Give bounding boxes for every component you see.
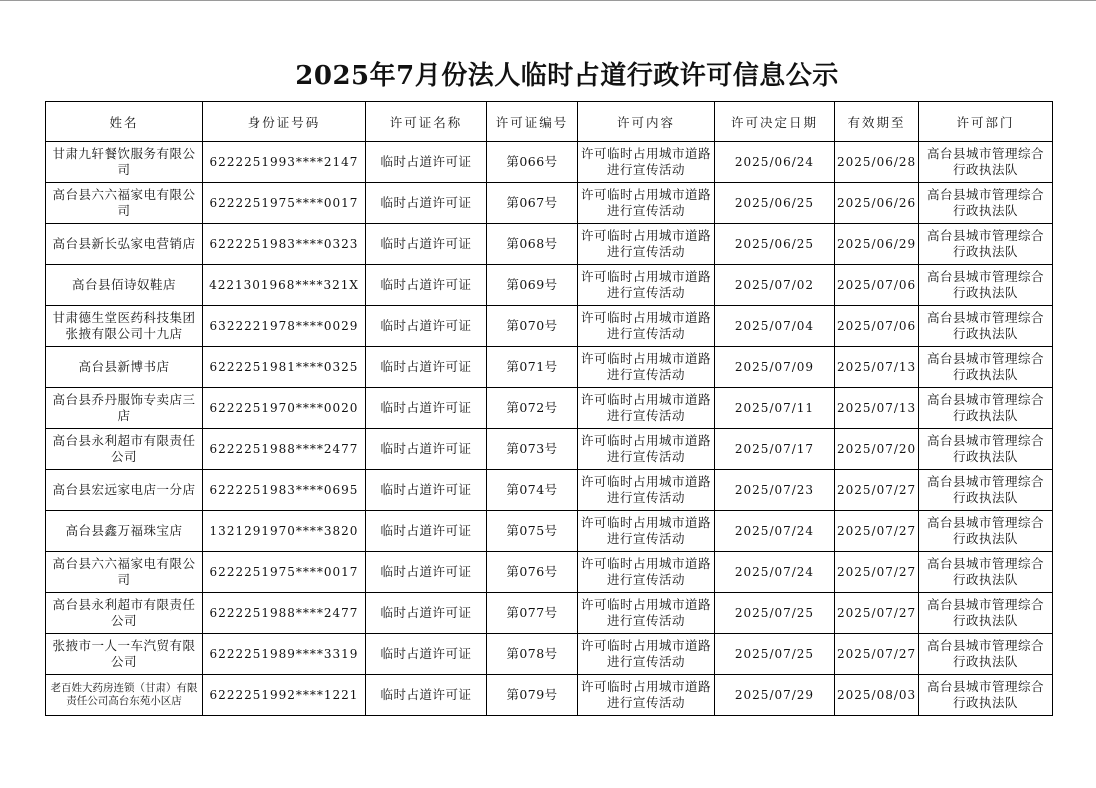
- cell-license-number: 第071号: [487, 347, 578, 388]
- cell-department: 高台县城市管理综合行政执法队: [919, 224, 1053, 265]
- cell-permit-content: 许可临时占用城市道路进行宣传活动: [578, 470, 715, 511]
- cell-decision-date: 2025/07/24: [715, 511, 835, 552]
- cell-department: 高台县城市管理综合行政执法队: [919, 470, 1053, 511]
- cell-license-number: 第079号: [487, 675, 578, 716]
- column-header-valid-until: 有效期至: [835, 102, 919, 142]
- cell-id-number: 1321291970****3820: [203, 511, 366, 552]
- cell-license-number: 第070号: [487, 306, 578, 347]
- cell-decision-date: 2025/07/25: [715, 593, 835, 634]
- cell-department: 高台县城市管理综合行政执法队: [919, 429, 1053, 470]
- column-header-name: 姓名: [46, 102, 203, 142]
- cell-id-number: 6222251989****3319: [203, 634, 366, 675]
- cell-permit-content: 许可临时占用城市道路进行宣传活动: [578, 142, 715, 183]
- cell-id-number: 6222251981****0325: [203, 347, 366, 388]
- cell-license-name: 临时占道许可证: [366, 593, 487, 634]
- table-row: [46, 634, 1053, 675]
- cell-department: 高台县城市管理综合行政执法队: [919, 593, 1053, 634]
- cell-license-name: 临时占道许可证: [366, 347, 487, 388]
- cell-id-number: 6322221978****0029: [203, 306, 366, 347]
- cell-license-name: 临时占道许可证: [366, 634, 487, 675]
- cell-id-number: 6222251975****0017: [203, 183, 366, 224]
- page-title: 2025年7月份法人临时占道行政许可信息公示: [295, 61, 839, 91]
- cell-valid-until: 2025/07/27: [835, 511, 919, 552]
- cell-license-number: 第075号: [487, 511, 578, 552]
- cell-permit-content: 许可临时占用城市道路进行宣传活动: [578, 593, 715, 634]
- cell-id-number: 6222251988****2477: [203, 429, 366, 470]
- column-header-department: 许可部门: [919, 102, 1053, 142]
- cell-license-name: 临时占道许可证: [366, 552, 487, 593]
- cell-permit-content: 许可临时占用城市道路进行宣传活动: [578, 388, 715, 429]
- column-header-license-name: 许可证名称: [366, 102, 487, 142]
- cell-name: 高台县永利超市有限责任公司: [46, 429, 203, 470]
- cell-name: 高台县乔丹服饰专卖店三店: [46, 388, 203, 429]
- cell-license-number: 第069号: [487, 265, 578, 306]
- cell-license-name: 临时占道许可证: [366, 470, 487, 511]
- cell-license-name: 临时占道许可证: [366, 511, 487, 552]
- column-header-id: 身份证号码: [203, 102, 366, 142]
- cell-valid-until: 2025/06/26: [835, 183, 919, 224]
- cell-id-number: 6222251983****0323: [203, 224, 366, 265]
- cell-department: 高台县城市管理综合行政执法队: [919, 347, 1053, 388]
- cell-permit-content: 许可临时占用城市道路进行宣传活动: [578, 224, 715, 265]
- cell-valid-until: 2025/07/13: [835, 388, 919, 429]
- cell-department: 高台县城市管理综合行政执法队: [919, 142, 1053, 183]
- cell-id-number: 6222251993****2147: [203, 142, 366, 183]
- cell-decision-date: 2025/07/25: [715, 634, 835, 675]
- cell-permit-content: 许可临时占用城市道路进行宣传活动: [578, 634, 715, 675]
- cell-decision-date: 2025/07/24: [715, 552, 835, 593]
- cell-department: 高台县城市管理综合行政执法队: [919, 634, 1053, 675]
- cell-license-number: 第074号: [487, 470, 578, 511]
- cell-valid-until: 2025/07/06: [835, 265, 919, 306]
- cell-name: 高台县六六福家电有限公司: [46, 183, 203, 224]
- cell-valid-until: 2025/07/27: [835, 552, 919, 593]
- cell-permit-content: 许可临时占用城市道路进行宣传活动: [578, 552, 715, 593]
- cell-valid-until: 2025/08/03: [835, 675, 919, 716]
- cell-license-number: 第068号: [487, 224, 578, 265]
- cell-department: 高台县城市管理综合行政执法队: [919, 306, 1053, 347]
- cell-decision-date: 2025/07/17: [715, 429, 835, 470]
- table-row: [46, 224, 1053, 265]
- cell-id-number: 6222251983****0695: [203, 470, 366, 511]
- cell-license-name: 临时占道许可证: [366, 142, 487, 183]
- cell-name: 高台县鑫万福珠宝店: [46, 511, 203, 552]
- table-row: [46, 306, 1053, 347]
- table-row: [46, 265, 1053, 306]
- cell-license-number: 第076号: [487, 552, 578, 593]
- table-row: [46, 470, 1053, 511]
- cell-valid-until: 2025/07/27: [835, 470, 919, 511]
- table-row: [46, 183, 1053, 224]
- cell-license-name: 临时占道许可证: [366, 429, 487, 470]
- cell-decision-date: 2025/06/25: [715, 183, 835, 224]
- cell-decision-date: 2025/07/23: [715, 470, 835, 511]
- table-row: [46, 388, 1053, 429]
- table-row: [46, 429, 1053, 470]
- cell-valid-until: 2025/07/27: [835, 634, 919, 675]
- cell-department: 高台县城市管理综合行政执法队: [919, 388, 1053, 429]
- cell-decision-date: 2025/06/25: [715, 224, 835, 265]
- cell-permit-content: 许可临时占用城市道路进行宣传活动: [578, 183, 715, 224]
- cell-name: 高台县新博书店: [46, 347, 203, 388]
- cell-id-number: 6222251970****0020: [203, 388, 366, 429]
- cell-valid-until: 2025/06/29: [835, 224, 919, 265]
- cell-permit-content: 许可临时占用城市道路进行宣传活动: [578, 306, 715, 347]
- column-header-content: 许可内容: [578, 102, 715, 142]
- table-row: [46, 142, 1053, 183]
- cell-name: 高台县永利超市有限责任公司: [46, 593, 203, 634]
- column-header-license-no: 许可证编号: [487, 102, 578, 142]
- cell-decision-date: 2025/07/02: [715, 265, 835, 306]
- cell-valid-until: 2025/07/13: [835, 347, 919, 388]
- cell-license-name: 临时占道许可证: [366, 224, 487, 265]
- cell-permit-content: 许可临时占用城市道路进行宣传活动: [578, 265, 715, 306]
- cell-license-number: 第078号: [487, 634, 578, 675]
- cell-decision-date: 2025/07/29: [715, 675, 835, 716]
- table-header-row: [46, 102, 1053, 142]
- cell-valid-until: 2025/06/28: [835, 142, 919, 183]
- cell-license-name: 临时占道许可证: [366, 306, 487, 347]
- cell-license-name: 临时占道许可证: [366, 265, 487, 306]
- cell-department: 高台县城市管理综合行政执法队: [919, 183, 1053, 224]
- cell-valid-until: 2025/07/06: [835, 306, 919, 347]
- cell-license-name: 临时占道许可证: [366, 183, 487, 224]
- cell-license-number: 第072号: [487, 388, 578, 429]
- cell-decision-date: 2025/07/04: [715, 306, 835, 347]
- cell-permit-content: 许可临时占用城市道路进行宣传活动: [578, 511, 715, 552]
- cell-license-number: 第066号: [487, 142, 578, 183]
- cell-decision-date: 2025/07/09: [715, 347, 835, 388]
- cell-permit-content: 许可临时占用城市道路进行宣传活动: [578, 429, 715, 470]
- cell-id-number: 6222251975****0017: [203, 552, 366, 593]
- cell-id-number: 6222251992****1221: [203, 675, 366, 716]
- cell-department: 高台县城市管理综合行政执法队: [919, 511, 1053, 552]
- cell-department: 高台县城市管理综合行政执法队: [919, 552, 1053, 593]
- cell-permit-content: 许可临时占用城市道路进行宣传活动: [578, 347, 715, 388]
- table-row: [46, 511, 1053, 552]
- table-row: [46, 675, 1053, 716]
- cell-id-number: 6222251988****2477: [203, 593, 366, 634]
- page-top-rule: [0, 0, 1096, 1]
- cell-license-number: 第073号: [487, 429, 578, 470]
- cell-license-name: 临时占道许可证: [366, 675, 487, 716]
- cell-permit-content: 许可临时占用城市道路进行宣传活动: [578, 675, 715, 716]
- cell-license-number: 第077号: [487, 593, 578, 634]
- cell-department: 高台县城市管理综合行政执法队: [919, 675, 1053, 716]
- cell-department: 高台县城市管理综合行政执法队: [919, 265, 1053, 306]
- cell-id-number: 4221301968****321X: [203, 265, 366, 306]
- cell-license-name: 临时占道许可证: [366, 388, 487, 429]
- cell-name: 老百姓大药房连锁（甘肃）有限责任公司高台东苑小区店: [46, 675, 203, 716]
- table-row: [46, 593, 1053, 634]
- column-header-decision-date: 许可决定日期: [715, 102, 835, 142]
- cell-name: 高台县新长弘家电营销店: [46, 224, 203, 265]
- cell-name: 甘肃九轩餐饮服务有限公司: [46, 142, 203, 183]
- table-row: [46, 347, 1053, 388]
- cell-name: 高台县佰诗奴鞋店: [46, 265, 203, 306]
- cell-name: 高台县六六福家电有限公司: [46, 552, 203, 593]
- table-row: [46, 552, 1053, 593]
- cell-valid-until: 2025/07/20: [835, 429, 919, 470]
- cell-decision-date: 2025/07/11: [715, 388, 835, 429]
- cell-license-number: 第067号: [487, 183, 578, 224]
- cell-decision-date: 2025/06/24: [715, 142, 835, 183]
- cell-name: 张掖市一人一车汽贸有限公司: [46, 634, 203, 675]
- cell-name: 甘肃德生堂医药科技集团张掖有限公司十九店: [46, 306, 203, 347]
- cell-name: 高台县宏远家电店一分店: [46, 470, 203, 511]
- cell-valid-until: 2025/07/27: [835, 593, 919, 634]
- permit-table: [45, 101, 1053, 716]
